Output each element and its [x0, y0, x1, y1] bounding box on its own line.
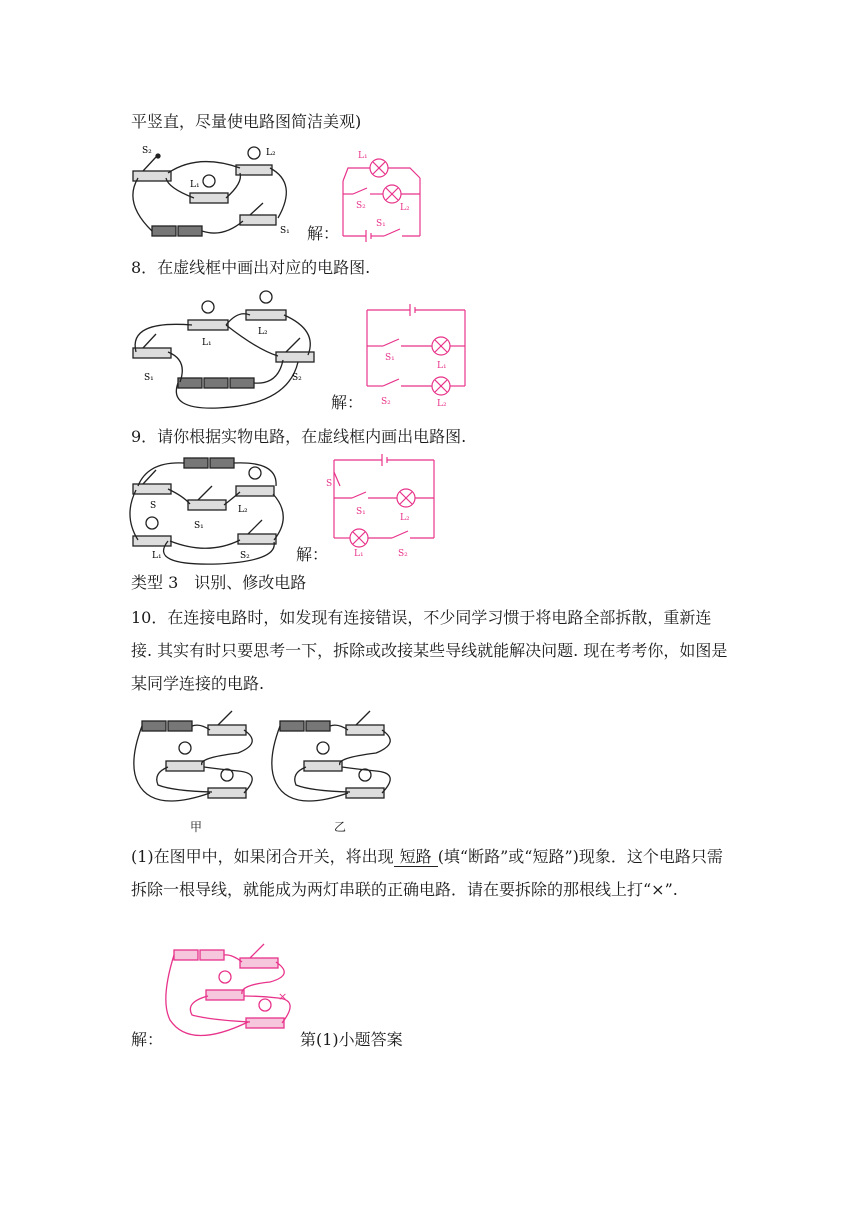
q8-label-s1: S₁ [144, 373, 154, 383]
q8-label-l2: L₂ [258, 327, 268, 337]
q7-label-l2: L₂ [266, 148, 276, 158]
q8-answer-schematic [365, 300, 470, 410]
q8-solution-label: 解： [331, 393, 364, 412]
q9-label-l2: L₂ [238, 505, 248, 515]
q10-caption-jia: 甲 [190, 820, 203, 834]
q9-physical-circuit [128, 456, 293, 566]
q10-1-text [131, 840, 731, 906]
q9-answer-schematic [326, 458, 440, 559]
q8-ans-label-s1: S₁ [385, 353, 395, 363]
q7-ans-label-l1: L₁ [358, 151, 368, 161]
q9-label-s2: S₂ [240, 551, 250, 561]
q10-answer-figure [160, 940, 300, 1050]
q9-label-s: S [150, 501, 157, 511]
q7-label-l1: L₁ [190, 180, 200, 190]
q7-answer-schematic [340, 148, 425, 238]
q10-1-answer: 短路 [394, 847, 438, 867]
q9-ans-label-s2: S₂ [398, 549, 408, 559]
q8-ans-label-l1: L₁ [437, 361, 447, 371]
q9-ans-label-l2: L₂ [400, 513, 410, 523]
q10-solution-label: 解： [131, 1030, 164, 1049]
q8-label-l1: L₁ [202, 338, 212, 348]
q10-figure-jia [128, 703, 263, 813]
q7-ans-label-l2: L₂ [400, 203, 410, 213]
q8-physical-circuit [128, 290, 328, 410]
q10-answer-caption: 第(1)小题答案 [300, 1030, 403, 1049]
q10-caption-yi: 乙 [334, 820, 347, 834]
q9-ans-label-l1: L₁ [354, 549, 364, 559]
q9-label-s1: S₁ [194, 521, 204, 531]
q7-physical-circuit [128, 143, 303, 243]
intro-line: 平竖直，尽量使电路图简洁美观) [131, 112, 362, 131]
q7-ans-label-s2: S₂ [356, 201, 366, 211]
q8-ans-label-s2: S₂ [381, 397, 391, 407]
q8-label-s2: S₂ [292, 373, 302, 383]
q7-solution-label: 解： [307, 224, 340, 243]
q10-figure-yi [266, 703, 401, 813]
q9-label-l1: L₁ [152, 551, 162, 561]
q10-text: 10．在连接电路时，如发现有连接错误，不少同学习惯于将电路全部拆散，重新连接. 其实有时只要思考一下，拆除或改接某些导线就能解决问题. 现在考考你，如图是某同学连接的电路. [131, 608, 728, 693]
q7-label-s1: S₁ [280, 226, 290, 236]
q9-ans-label-s1: S₁ [356, 507, 366, 517]
q10-answer-cross: × [278, 990, 288, 1003]
q8-text: 8．在虚线框中画出对应的电路图. [131, 258, 371, 277]
q9-solution-label: 解： [296, 545, 329, 564]
q9-ans-label-s: S [326, 479, 333, 489]
q7-label-s2: S₂ [142, 146, 152, 156]
q9-text: 9．请你根据实物电路，在虚线框内画出电路图. [131, 427, 467, 446]
type3-heading: 类型 3 识别、修改电路 [131, 573, 307, 592]
q10-1-text-after: (填“断路”或“短路”)现象．这个电路只需拆除一根导线，就能成为两灯串联的正确电路．请在要拆除的那根线上打“×”. [131, 847, 723, 899]
q10-1-text-before: (1)在图甲中，如果闭合开关，将出现 [131, 847, 394, 866]
q7-ans-label-s1: S₁ [376, 219, 386, 229]
q8-ans-label-l2: L₂ [437, 399, 447, 409]
